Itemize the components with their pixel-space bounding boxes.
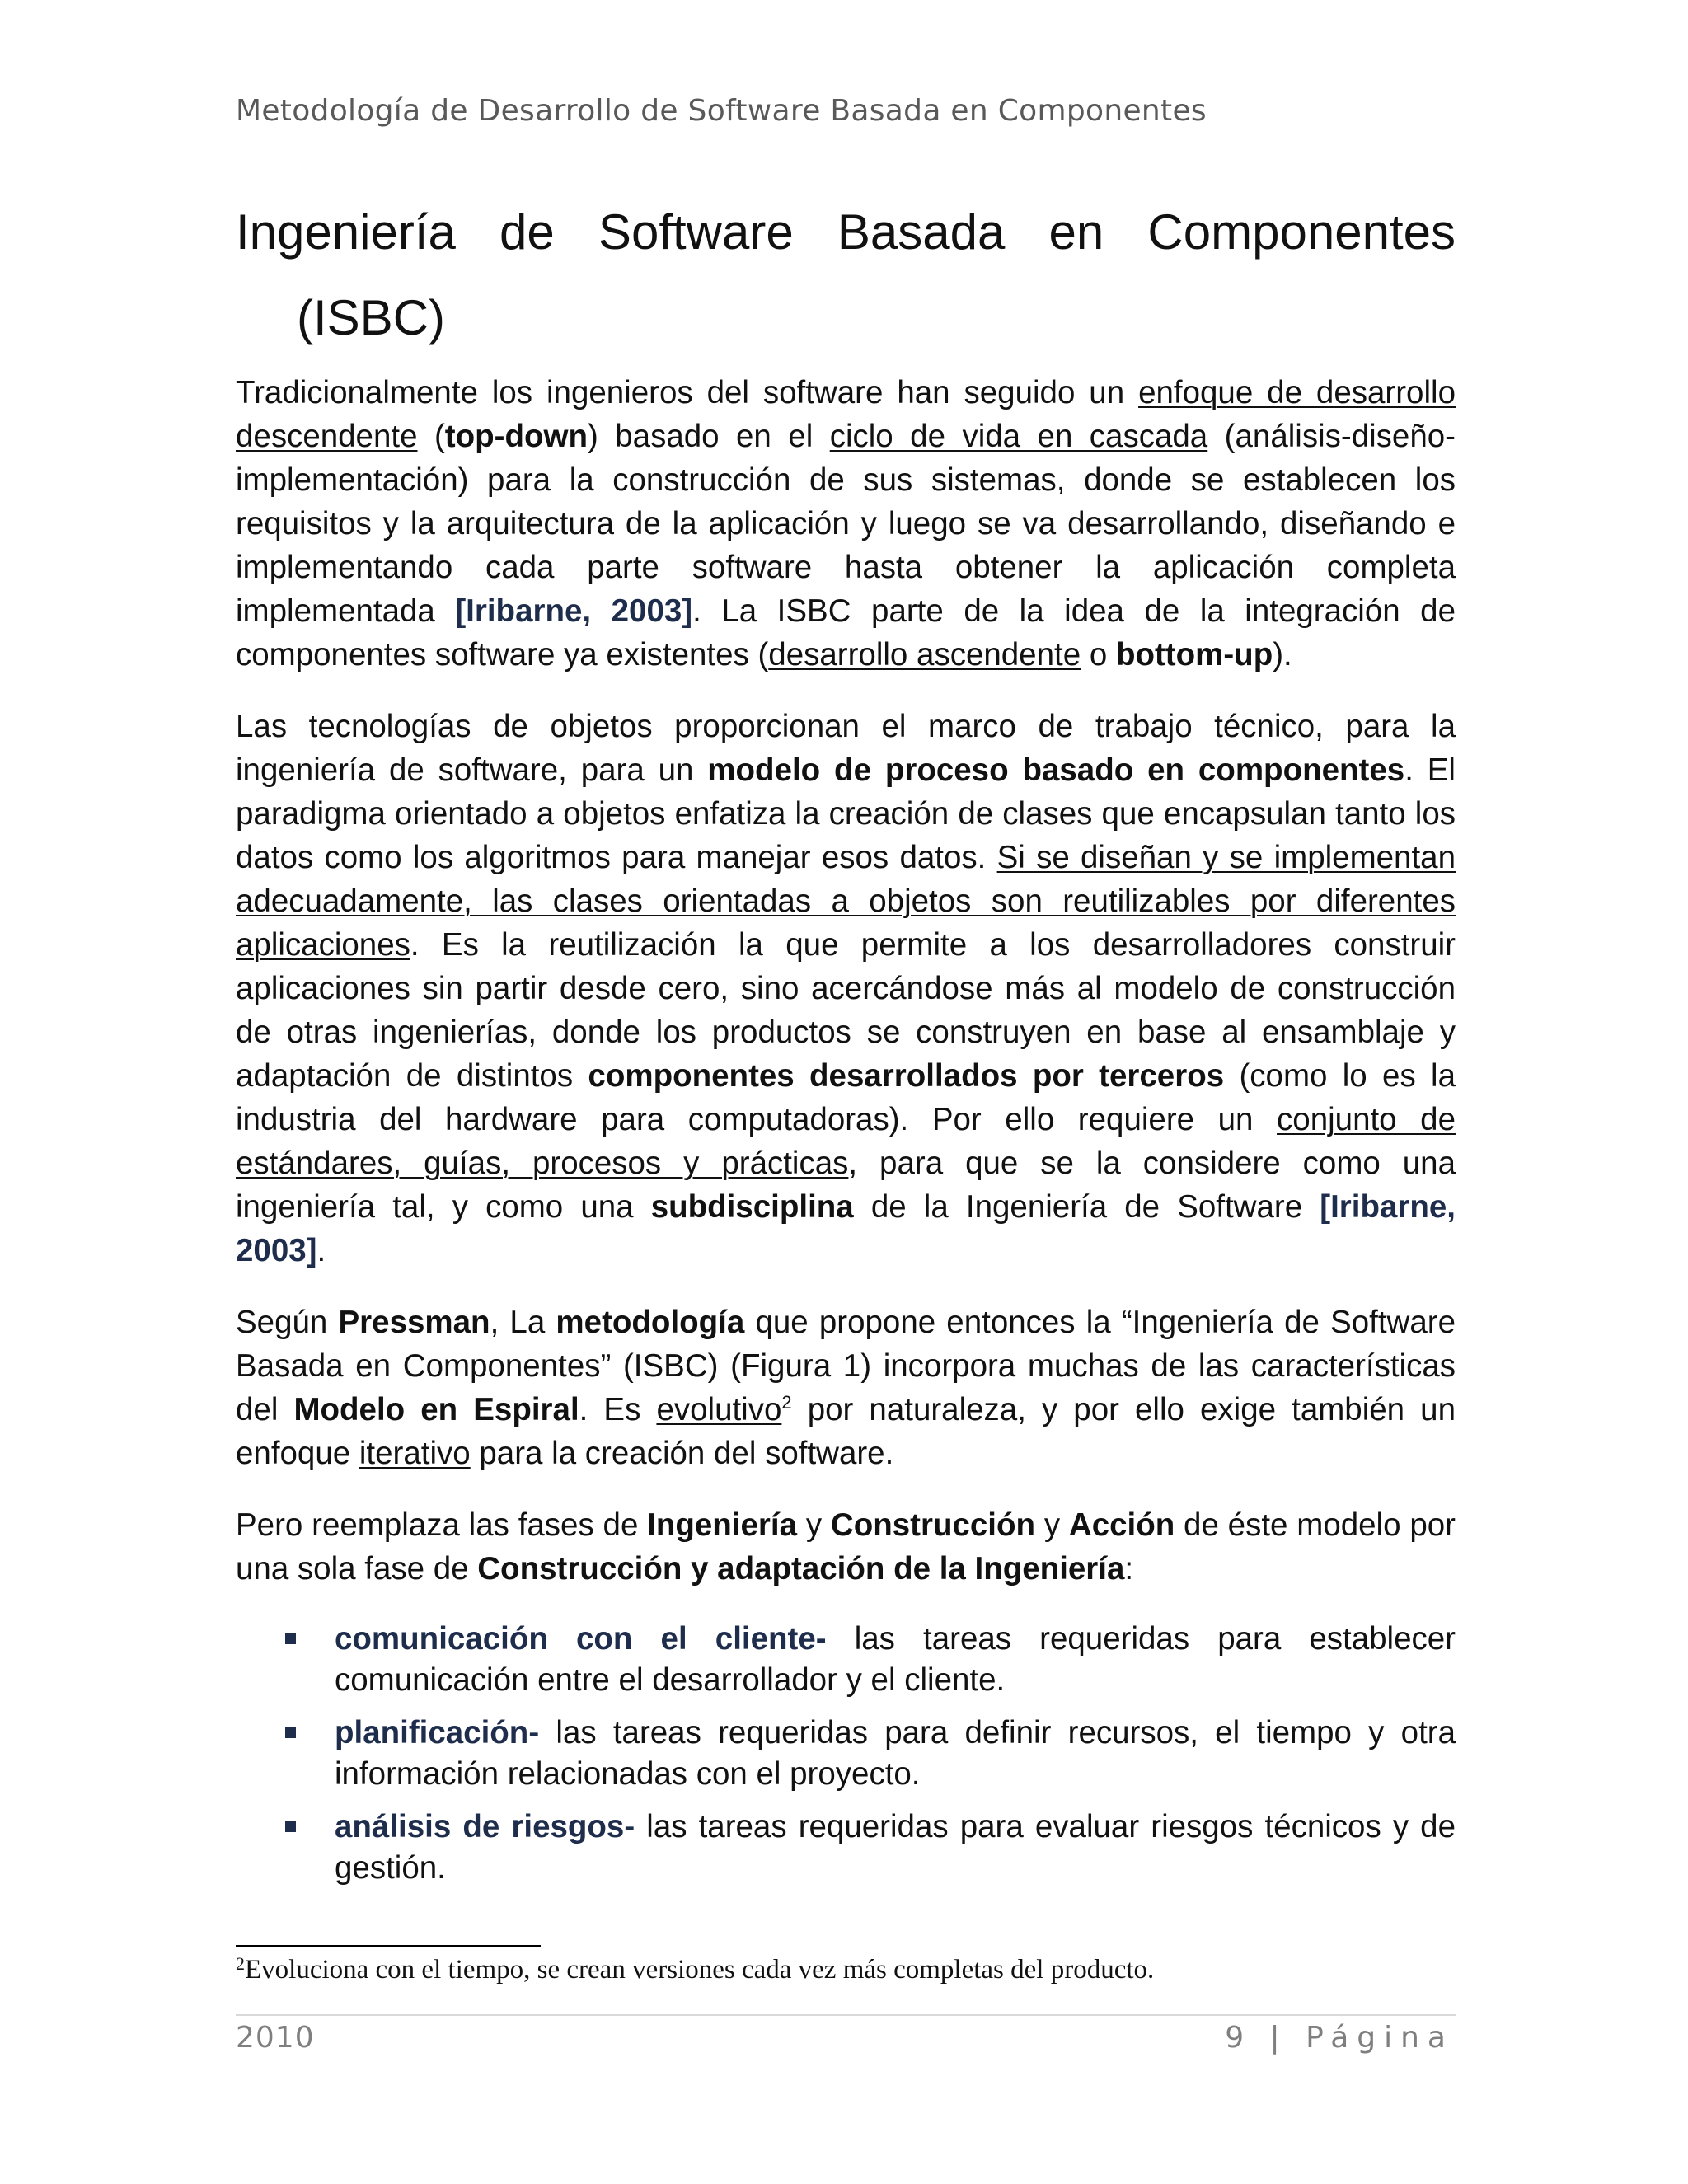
text: , La <box>490 1305 556 1340</box>
citation: [Iribarne, 2003] <box>455 593 693 629</box>
text: por naturaleza, y por ello exige también un enfoque <box>236 1392 1456 1471</box>
underlined-text: enfoque de desarrollo descendente <box>236 375 1456 454</box>
text: de la Ingeniería de Software <box>853 1189 1320 1225</box>
section-heading <box>236 190 1456 361</box>
footnote-separator <box>236 1945 541 1947</box>
list-item-term: análisis de riesgos- <box>335 1809 635 1844</box>
page-number: 9 | Página <box>1225 2021 1454 2055</box>
bold-text: modelo de proceso basado en componentes <box>707 752 1405 788</box>
square-bullet-icon <box>285 1821 296 1832</box>
text: . Es la reutilización la que permite a los desarrolladores construir aplicaciones sin partir desde cero, sino acercándose más al modelo de construcción de otras ingenierías, donde los productos se construyen en base al ensamblaje y adaptación de distintos <box>236 927 1456 1094</box>
text: o <box>1081 637 1116 673</box>
footnote <box>236 1955 1456 1985</box>
list-item-text: las tareas requeridas para establecer comunicación entre el desarrollador y el cliente. <box>335 1621 1456 1698</box>
underlined-text: ciclo de vida en cascada <box>829 419 1208 454</box>
text: Según <box>236 1305 339 1340</box>
bold-text: Modelo en Espiral <box>293 1392 579 1427</box>
list-item-text: las tareas requeridas para evaluar riesgos técnicos y de gestión. <box>335 1809 1456 1886</box>
footnote-marker: 2 <box>236 1953 245 1974</box>
underlined-text: Si se diseñan y se implementan adecuadamente, las clases orientadas a objetos son reutilizables por diferentes aplicaciones <box>236 840 1456 963</box>
text: Pero reemplaza las fases de <box>236 1507 648 1543</box>
list-item <box>335 1713 1456 1795</box>
citation: [Iribarne, 2003] <box>236 1189 1456 1268</box>
bold-text: top-down <box>444 419 588 454</box>
bold-text: metodología <box>556 1305 745 1340</box>
underlined-text: evolutivo <box>656 1392 782 1427</box>
bold-text: Acción <box>1068 1507 1175 1543</box>
running-header: Metodología de Desarrollo de Software Basada en Componentes <box>236 94 1207 128</box>
text: ). <box>1273 637 1292 673</box>
list-item-text: las tareas requeridas para definir recursos, el tiempo y otra información relacionadas con el proyecto. <box>335 1715 1456 1792</box>
underlined-text: conjunto de estándares, guías, procesos y prácticas <box>236 1102 1456 1181</box>
text: . La ISBC parte de la idea de la integración de componentes software ya existentes ( <box>236 593 1456 673</box>
section-heading-line2: (ISBC) <box>297 290 445 345</box>
text: . El paradigma orientado a objetos enfatiza la creación de clases que encapsulan tanto los datos como los algoritmos para manejar esos datos. <box>236 752 1456 875</box>
text: y <box>1035 1507 1069 1543</box>
underlined-text: desarrollo ascendente <box>768 637 1081 673</box>
text: para la creación del software. <box>470 1436 894 1471</box>
bold-text: subdisciplina <box>650 1189 854 1225</box>
square-bullet-icon <box>285 1727 296 1738</box>
footer-year: 2010 <box>236 2021 315 2055</box>
footnote-text: Evoluciona con el tiempo, se crean versiones cada vez más completas del producto. <box>245 1955 1155 1985</box>
underlined-text: iterativo <box>359 1436 471 1471</box>
square-bullet-icon <box>285 1633 296 1644</box>
list-item-term: comunicación con el cliente- <box>335 1621 827 1657</box>
text: : <box>1124 1551 1134 1586</box>
text: ) basado en el <box>587 419 830 454</box>
bold-text: Construcción y adaptación de la Ingeniería <box>477 1551 1125 1586</box>
paragraph-4 <box>236 1503 1456 1591</box>
bold-text: componentes desarrollados por terceros <box>588 1058 1225 1094</box>
list-item-term: planificación- <box>335 1715 540 1750</box>
footer-rule <box>236 2014 1456 2016</box>
text: , para que se la considere como una ingeniería tal, y como una <box>236 1146 1456 1225</box>
section-heading-line1: Ingeniería de Software Basada en Componentes <box>236 204 1456 260</box>
text: (como lo es la industria del hardware para computadoras). Por ello requiere un <box>236 1058 1456 1137</box>
text: . Es <box>579 1392 657 1427</box>
text: Tradicionalmente los ingenieros del software han seguido un <box>236 375 1139 410</box>
text: Las tecnologías de objetos proporcionan el marco de trabajo técnico, para la ingeniería de software, para un <box>236 709 1456 788</box>
footnote-reference: 2 <box>781 1392 792 1413</box>
page-content <box>236 190 1456 1900</box>
text: ( <box>417 419 445 454</box>
bold-text: Ingeniería <box>647 1507 798 1543</box>
text: (análisis-diseño-implementación) para la construcción de sus sistemas, donde se establecen los requisitos y la arquitectura de la aplicación y luego se va desarrollando, diseñando e implementando cada parte software hasta obtener la aplicación completa implementada <box>236 419 1456 629</box>
paragraph-1 <box>236 371 1456 677</box>
bold-text: bottom-up <box>1115 637 1273 673</box>
text: de éste modelo por una sola fase de <box>236 1507 1456 1586</box>
list-item <box>335 1619 1456 1701</box>
list-item <box>335 1807 1456 1889</box>
text: . <box>316 1233 326 1268</box>
text: y <box>797 1507 831 1543</box>
bold-text: Construcción <box>830 1507 1036 1543</box>
phase-list <box>236 1619 1456 1889</box>
bold-text: Pressman <box>338 1305 490 1340</box>
paragraph-2 <box>236 705 1456 1272</box>
paragraph-3 <box>236 1301 1456 1475</box>
text: que propone entonces la “Ingeniería de Software Basada en Componentes” (ISBC) (Figura 1) incorpora muchas de las características del <box>236 1305 1456 1427</box>
